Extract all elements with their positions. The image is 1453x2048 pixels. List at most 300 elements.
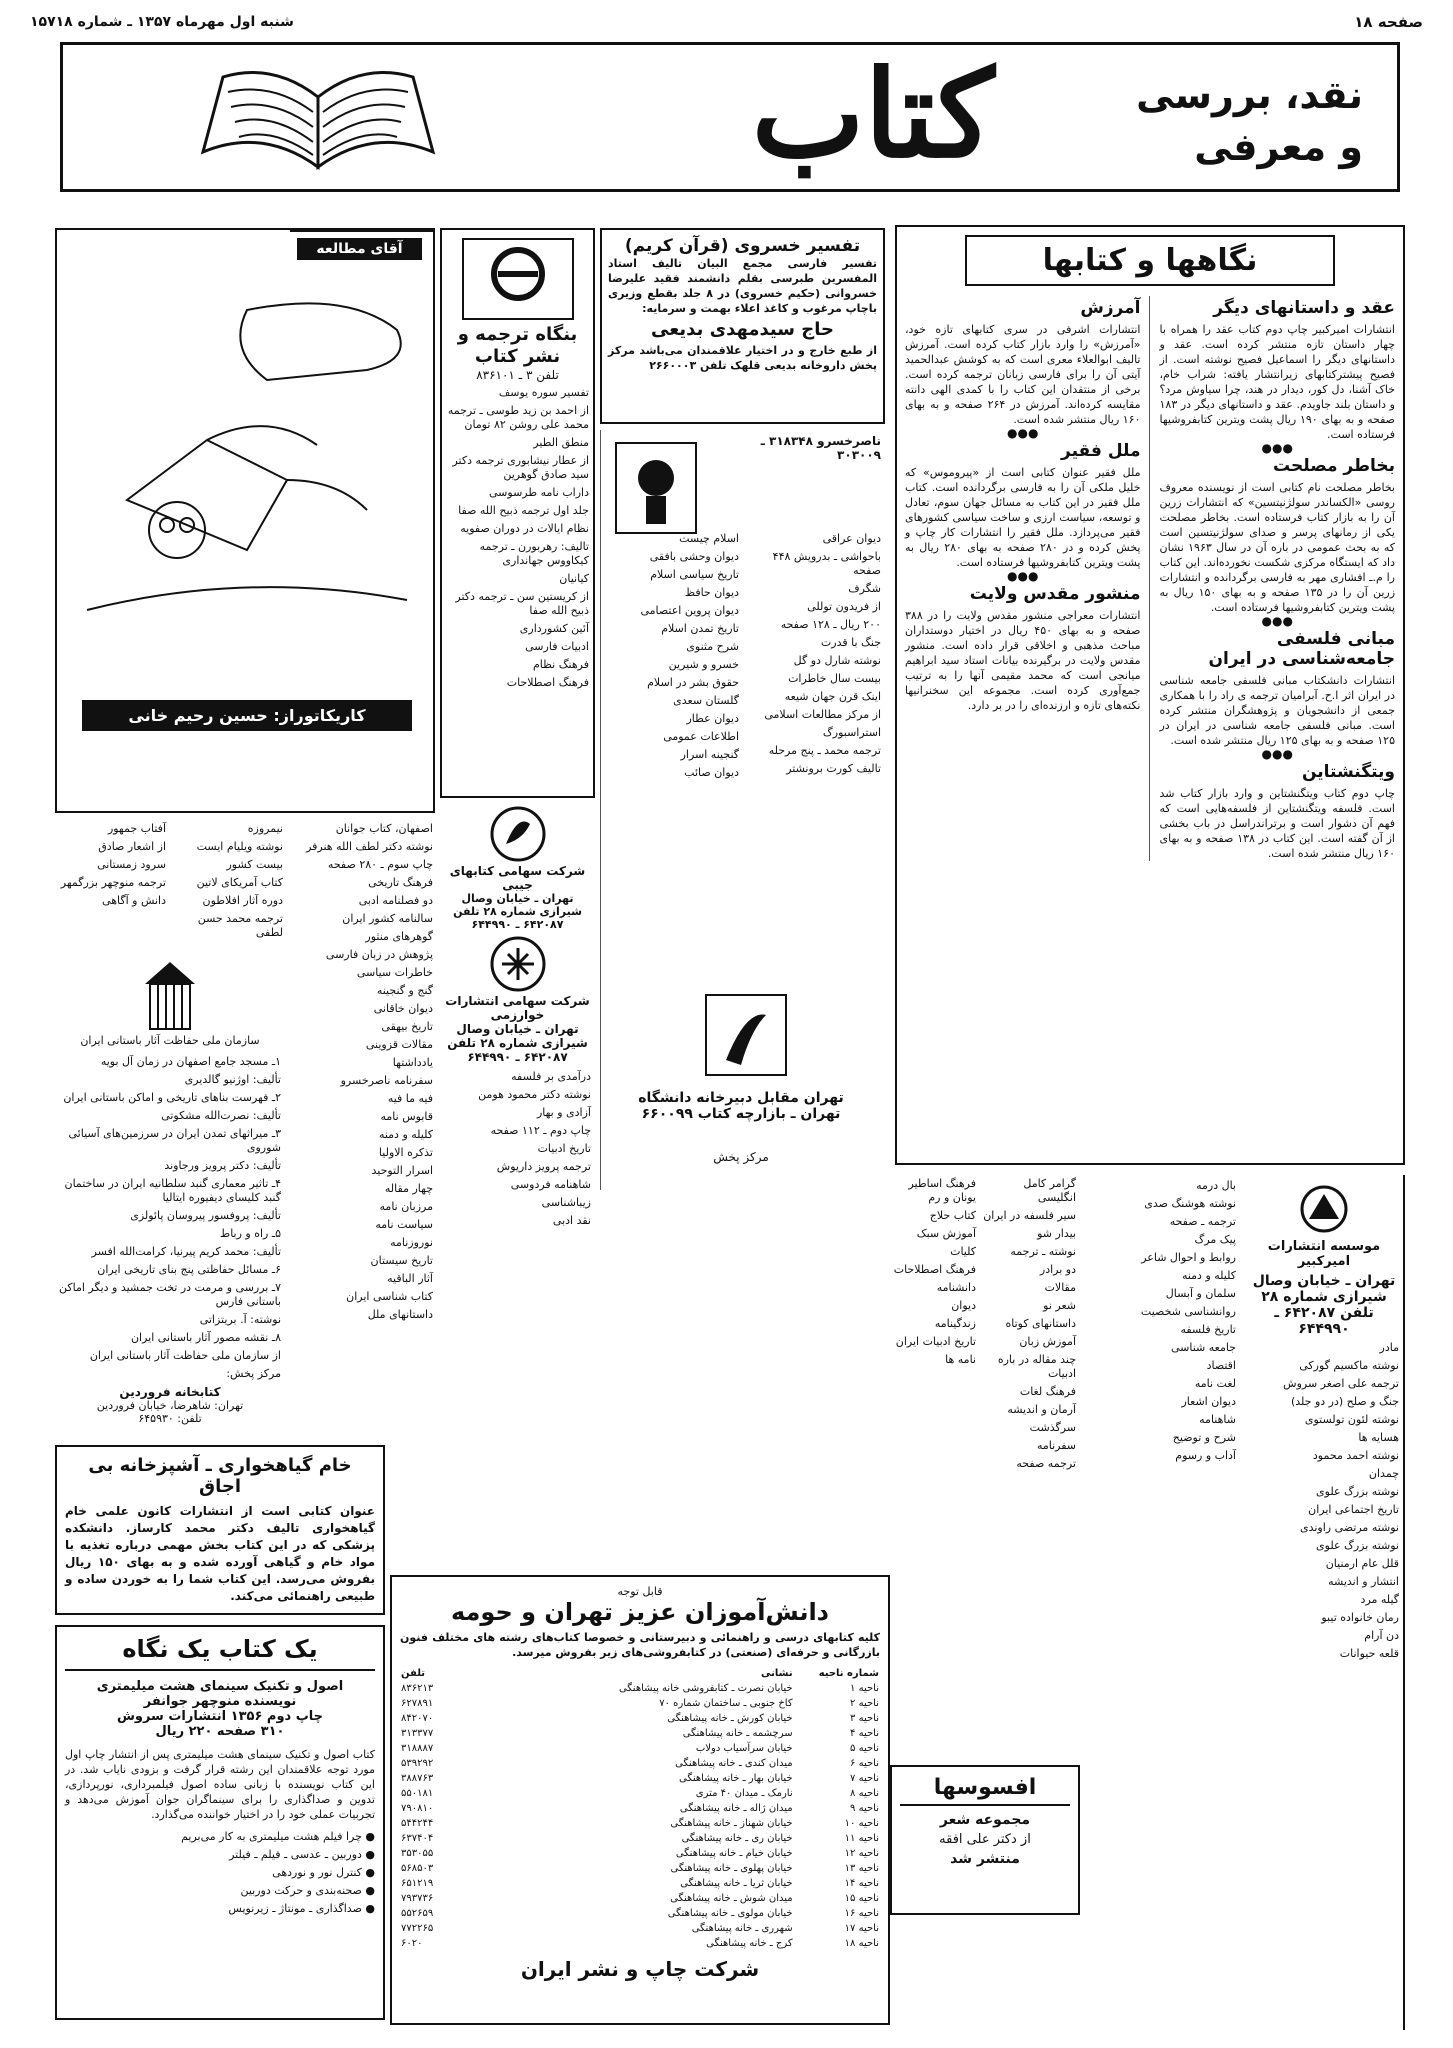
book-entry: هسایه ها — [1358, 1431, 1399, 1444]
article-body: بخاطر مصلحت نام کتابی است از نویسنده معروف روسی «الکساندر سولژنیتسین» که انتشارات زرین آن را به بازار کتاب فرستاده است. بخاطر مصلحت یکی از رمانهای پرسر و صدای سولژنیتسین است که به بحث عمومی در باره آن در سال ۱۹۶۳ نشان داد که ایستگاه مرکزی شکست نخورده‌اند. این کتاب را م.ـ افشاری مهر به فارسی برگردانده و انتشارات زرین آن را در ۱۳۵ صفحه و به بهای ۱۵۰ ریال به پشت ویترین کتابفروشیها فرستاده است. — [1159, 481, 1396, 614]
table-row — [400, 1741, 880, 1756]
afsooha-title: افسوسها — [900, 1775, 1070, 1806]
tehran-footer: شرکت چاپ و نشر ایران — [520, 1957, 760, 1981]
tehran-cell-num: ناحیه ۲ — [850, 1698, 879, 1709]
table-row — [400, 1891, 880, 1906]
book-entry: ۳ـ میراثهای تمدن ایران در سرزمین‌های آسیائی شوروی — [68, 1127, 281, 1154]
book-entry: نوشته ماکسیم گورکی — [1299, 1359, 1399, 1372]
book-entry: از عطار نیشابوری ترجمه دکتر سید صادق گوهرین — [452, 454, 589, 481]
tehran-cell-tel: ۳۵۳۰۵۵ — [401, 1848, 434, 1859]
book-entry: دیوان صائب — [684, 766, 739, 779]
bongah-phone: تلفن ۳ ـ ۸۳۶۱۰۱ — [476, 368, 559, 382]
caricature-caption: کاریکاتوراز: حسین رحیم خانی — [82, 700, 412, 731]
book-entry: ترجمه علی اصغر سروش — [1283, 1377, 1399, 1390]
book-entry: جلد اول ترجمه ذبیح الله صفا — [458, 504, 589, 517]
article-title: بخاطر مصلحت — [1273, 456, 1395, 476]
book-entry: ترجمه محمد ـ پنج مرحله — [768, 744, 881, 757]
tehran-cell-num: ناحیه ۵ — [850, 1743, 879, 1754]
book-entry: دیوان — [951, 1299, 976, 1312]
book-entry: دیوان عطار — [686, 712, 739, 725]
table-row — [400, 1711, 880, 1726]
khaam-title: خام گیاهخواری ـ آشپزخانه بی اجاق — [88, 1455, 352, 1497]
tehran-intro: کلیه کتابهای درسی و راهنمائی و دبیرستانی و خصوصا کتاب‌های رشته های مختلف فنون بازرگانی و حرفه‌ای (صنعتی) در کتابفروشی‌های زیر بفروش میرسد. — [400, 1631, 880, 1659]
book-entry: ۷ـ بررسی و مرمت در تخت جمشید و دیگر اماکن باستانی فارس — [59, 1281, 281, 1308]
article-title: ملل فقیر — [1061, 441, 1141, 461]
tehran-cell-tel: ۶۵۱۲۱۹ — [401, 1878, 434, 1889]
book-entry: داستانهای کوتاه — [1005, 1317, 1076, 1330]
tehran-cell-addr: خیابان ری ـ خانه پیشاهنگی — [681, 1833, 793, 1844]
tehran-cell-tel: ۳۸۸۷۶۳ — [401, 1773, 434, 1784]
page-number: صفحه ۱۸ — [1354, 13, 1423, 31]
book-entry: نوشته بزرگ علوی — [1316, 1539, 1399, 1552]
book-entry: آئین کشورداری — [519, 622, 589, 635]
book-entry: چمدان — [1368, 1467, 1399, 1480]
book-entry: ● صحنه‌بندی و حرکت دوربین — [240, 1884, 375, 1897]
amirkabir-address: تهران ـ خیابان وصال شیرازی شماره ۲۸ تلفن ۶۴۲۰۸۷ ـ ۶۴۴۹۹۰ — [1252, 1273, 1396, 1337]
book-entry: خسرو و شیرین — [668, 658, 739, 671]
book-entry: آزادی و بهار — [536, 1106, 591, 1119]
one-look-price: ۳۱۰ صفحه ۲۲۰ ریال — [155, 1724, 285, 1739]
book-entry: نوروزنامه — [390, 1236, 433, 1249]
book-entry: باحواشی ـ بدرویش ۴۴۸ صفحه — [772, 550, 881, 577]
table-row — [400, 1861, 880, 1876]
book-entry: اینک قرن جهان شیعه — [784, 690, 881, 703]
section-divider: ●●● — [1007, 569, 1039, 583]
column-c-books — [292, 822, 433, 1322]
tehran-cell-num: ناحیه ۱۲ — [844, 1848, 879, 1859]
book-entry: سفرنامه — [1036, 1439, 1076, 1452]
tehran-cell-addr: خیابان کورش ـ خانه پیشاهنگی — [667, 1713, 793, 1724]
book-entry: از کریستین سن ـ ترجمه دکتر ذبیح الله صفا — [455, 590, 589, 617]
book-entry: داستانهای ملل — [367, 1308, 433, 1321]
tehran-cell-addr: شهرری ـ خانه پیشاهنگی — [691, 1923, 793, 1934]
tehran-cell-tel: ۳۱۸۸۸۷ — [401, 1743, 434, 1754]
publisher-emblem-icon — [611, 438, 701, 538]
tafsir-footer: از طبع خارج و در اختیار علاقمندان می‌باشد مرکز پخش داروخانه بدیعی قلهک تلفن ۲۶۶۰۰۰۳ — [608, 344, 877, 372]
farvardin-address: تهران: شاهرضا، خیابان فروردین — [96, 1399, 244, 1412]
section-divider: ●●● — [1007, 426, 1039, 440]
table-row — [400, 1801, 880, 1816]
book-entry: سیاست نامه — [375, 1218, 433, 1231]
book-entry: سالنامه کشور ایران — [342, 912, 433, 925]
section-divider: ●●● — [1261, 614, 1293, 628]
book-entry: فرهنگ تاریخی — [368, 876, 433, 889]
tehran-cell-num: ناحیه ۱۱ — [844, 1833, 879, 1844]
tehran-cell-tel: ۶۲۷۸۹۱ — [401, 1698, 434, 1709]
book-entry: رمان خانواده تیبو — [1321, 1611, 1399, 1624]
book-entry: سلمان و آبسال — [1165, 1287, 1236, 1300]
book-entry: گنج و گنجینه — [376, 984, 433, 997]
book-entry: پیک مرگ — [1194, 1233, 1236, 1246]
book-entry: شرح مثنوی — [686, 640, 739, 653]
book-entry: قلعه حیوانات — [1339, 1647, 1399, 1660]
book-entry: چند مقاله در باره ادبیات — [997, 1353, 1076, 1380]
pen-logo-icon — [701, 990, 791, 1080]
tehran-table — [400, 1666, 880, 1951]
bookstore-column-h — [890, 1175, 978, 1735]
book-entry: گلستان سعدی — [673, 694, 739, 707]
book-entry: مرزبان نامه — [379, 1200, 433, 1213]
column-a-books — [605, 532, 881, 782]
tehran-cell-tel: ۵۵۲۶۵۹ — [401, 1908, 434, 1919]
book-entry: نوشته ویلیام ایست — [196, 840, 283, 853]
article-body: انتشارات معراجی منشور مقدس ولایت را در ۳۸۸ صفحه و به بهای ۴۵۰ ریال در اختیار دوستداران مباحث مذهبی و اخلاقی قرار داده است. منشور مقدس ولایت در برگیرنده بیانات استاد سید ابراهیم میانجی است که محمد مقیمی آنها را به ترتیب جمع‌آوری کرده است. مجموعه این سخنرانیها نکته‌های تازه و ارزنده‌ای را در بر دارد. — [905, 609, 1141, 712]
book-entry: دیوان خاقانی — [373, 1002, 433, 1015]
book-entry: تألیف: دکتر پرویز ورجاوند — [164, 1159, 281, 1172]
book-entry: تاریخ ادبیات ایران — [895, 1335, 976, 1348]
bookstore-column-a — [600, 430, 885, 1190]
book-entry: زیباشناسی — [541, 1196, 591, 1209]
book-entry: ترجمه پرویز داریوش — [496, 1160, 591, 1173]
bongah-title: بنگاه ترجمه و نشر کتاب — [457, 324, 578, 367]
tehran-label: قابل توجه — [617, 1585, 663, 1598]
one-look-body: کتاب اصول و تکنیک سینمای هشت میلیمتری پس از انتشار چاپ اول مورد توجه علاقمندان این رشته قرار گرفت و بزودی نایاب شد. در این کتاب نویسنده با زبانی ساده اصول فیلمبرداری، نورپردازی، تدوین و صداگذاری را برای سینماگران جوان آموزش می‌دهد و تجربیات عملی خود را در اختیار خواننده می‌گذارد. — [65, 1748, 375, 1821]
book-entry: درآمدی بر فلسفه — [511, 1070, 591, 1083]
one-look-title: یک کتاب یک نگاه — [65, 1635, 375, 1671]
tehran-cell-addr: خیابان ثریا ـ خانه پیشاهنگی — [680, 1878, 793, 1889]
tehran-cell-tel: ۵۴۴۲۴۴ — [401, 1818, 434, 1829]
book-entry: نظام ایالات در دوران صفویه — [460, 522, 589, 535]
table-row — [400, 1771, 880, 1786]
tafsir-body: تفسیر فارسی مجمع البیان تالیف استاد المفسرین طبرسی بقلم دانشمند فقید علیرضا خسروانی (حکیم خسروی) در ۸ جلد بقطع وزیری باچاپ مرغوب و کاغذ اعلاء بهمت و سرمایه: — [608, 257, 877, 315]
book-entry: قابوس نامه — [380, 1110, 433, 1123]
tehran-cell-num: ناحیه ۱۷ — [844, 1923, 879, 1934]
book-entry: نیمروزه — [247, 822, 283, 835]
article-body: انتشارات امیرکبیر چاپ دوم کتاب عقد را همراه با چهار داستان تازه منتشر کرده است. عقد و داستانهای دیگر را اسماعیل فصیح نوشته است. از فصیح پیشترکتابهای زیرانتشار یافته: شراب خام، خاک آشنا، دل کور، دیدار در هند، چرا سیاوش مرد؟ و داستان بلند جاویدم. عقد و داستانهای دیگر در ۱۸۳ صفحه و به بهای ۱۹۰ ریال پشت ویترین کتابفروشیها فرستاده است. — [1159, 323, 1395, 441]
table-row — [400, 1846, 880, 1861]
tehran-col-tel: تلفن — [401, 1668, 426, 1679]
book-entry: دو فصلنامه ادبی — [358, 894, 433, 907]
book-entry: انتشار و اندیشه — [1328, 1575, 1399, 1588]
book-entry: زندگینامه — [934, 1317, 976, 1330]
issue-line: شنبه اول مهرماه ۱۳۵۷ ـ شماره ۱۵۷۱۸ — [30, 14, 294, 30]
table-row — [400, 1876, 880, 1891]
tehran-cell-addr: خیابان بهار ـ خانه پیشاهنگی — [678, 1773, 793, 1784]
tehran-col-addr: نشانی — [761, 1668, 793, 1679]
tehran-box — [390, 1575, 890, 2025]
bookstore-column-d — [55, 820, 285, 940]
tehran-cell-tel: ۷۹۳۷۳۶ — [401, 1893, 434, 1904]
book-entry: جنگ و صلح (در دو جلد) — [1290, 1395, 1399, 1408]
tehran-cell-tel: ۷۹۰۸۱۰ — [401, 1803, 434, 1814]
amirkabir-logo-icon — [1284, 1179, 1364, 1239]
table-row — [400, 1696, 880, 1711]
book-entry: خاطرات سیاسی — [356, 966, 433, 979]
tehran-cell-addr: خیابان نصرت ـ کتابفروشی خانه پیشاهنگی — [618, 1683, 793, 1694]
table-row — [400, 1921, 880, 1936]
book-entry: کیانیان — [559, 572, 589, 585]
book-entry: آموزش زبان — [1019, 1335, 1076, 1348]
table-row — [400, 1756, 880, 1771]
tehran-cell-num: ناحیه ۱۰ — [844, 1818, 879, 1829]
tehran-cell-addr: کرج ـ خانه پیشاهنگی — [706, 1938, 793, 1949]
book-entry: فرهنگ لغات — [1019, 1385, 1076, 1398]
caricature-title: آقای مطالعه — [297, 238, 422, 260]
tehran-cell-num: ناحیه ۸ — [850, 1788, 879, 1799]
book-entry: مرکز پخش: — [226, 1367, 281, 1380]
tehran-cell-num: ناحیه ۶ — [850, 1758, 879, 1769]
book-entry: داراب نامه طرسوسی — [489, 486, 589, 499]
book-entry: آرمان و اندیشه — [1007, 1403, 1076, 1416]
book-entry: روانشناسی شخصیت — [1140, 1305, 1236, 1318]
open-book-icon — [193, 57, 443, 182]
book-entry: ۵ـ راه و رباط — [220, 1227, 281, 1240]
article-title: ویتگنشتاین — [1301, 762, 1395, 782]
table-row — [400, 1786, 880, 1801]
book-entry: مادر — [1379, 1341, 1399, 1354]
book-entry: استراسبورگ — [822, 726, 881, 739]
amirkabir-title: موسسه انتشارات امیرکبیر — [1267, 1239, 1381, 1269]
tehran-cell-addr: نارمک ـ میدان ۴۰ متری — [695, 1788, 793, 1799]
book-entry: اسرار التوحید — [371, 1164, 433, 1177]
jibi-title: شرکت سهامی کتابهای جیبی — [449, 864, 586, 892]
book-entry: ترجمه منوچهر بزرگمهر — [60, 876, 166, 889]
book-entry: ۶ـ مسائل حفاظتی پنج بنای تاریخی ایران — [97, 1263, 281, 1276]
farvardin-name: کتابخانه فروردین — [119, 1385, 221, 1399]
book-entry: ترجمه محمد حسن لطفی — [197, 912, 283, 939]
bongah-column — [440, 228, 595, 798]
jibi-section — [440, 800, 595, 931]
book-entry: فرهنگ اساطیر یونان و رم — [908, 1177, 976, 1204]
section-divider: ●●● — [1261, 747, 1293, 761]
tehran-cell-num: ناحیه ۳ — [850, 1713, 879, 1724]
book-entry: تذکره الاولیا — [378, 1146, 433, 1159]
column-a-footer-2: مرکز پخش — [713, 1150, 769, 1164]
caricature — [55, 228, 435, 813]
book-entry: نوشته بزرگ علوی — [1316, 1485, 1399, 1498]
bookstore-column-f — [1080, 1175, 1240, 2030]
cartoon-illustration — [67, 270, 422, 630]
book-entry: بیست کشور — [226, 858, 283, 871]
afsooha-box — [890, 1765, 1080, 1915]
book-entry: سفرنامه ناصرخسرو — [340, 1074, 433, 1087]
tehran-cell-addr: میدان ژاله ـ خانه پیشاهنگی — [679, 1803, 793, 1814]
tehran-cell-num: ناحیه ۱۵ — [844, 1893, 879, 1904]
one-look-box — [55, 1625, 385, 2020]
miras-items — [59, 1055, 281, 1381]
bongah-logo-icon — [458, 234, 578, 324]
review-section — [895, 225, 1405, 1165]
tehran-cell-addr: خیابان شهناز ـ خانه پیشاهنگی — [670, 1818, 793, 1829]
tehran-cell-tel: ۵۶۸۵۰۳ — [401, 1863, 434, 1874]
tehran-cell-addr: خیابان پهلوی ـ خانه پیشاهنگی — [670, 1863, 793, 1874]
book-entry: تألیف: اوژنیو گالدیری — [184, 1073, 281, 1086]
book-entry: نوشته دکتر لطف الله هنرفر — [306, 840, 433, 853]
book-entry: از احمد بن زید طوسی ـ ترجمه محمد علی روشن ۸۲ تومان — [447, 404, 589, 431]
tehran-cell-addr: میدان کندی ـ خانه پیشاهنگی — [675, 1758, 793, 1769]
book-entry: ● چرا فیلم هشت میلیمتری به کار می‌بریم — [181, 1830, 375, 1843]
amirkabir-books — [1249, 1341, 1399, 1661]
article-body: انتشارات اشرفی در سری کتابهای تازه خود، «آمرزش» را وارد بازار کتاب کرده است. آمرزش تالیف ابوالعلاء معری است که به کوشش عبدالحمید آیتی آن را برای فارسی زبانان ترجمه کرده است. برخی از منتقدان این کتاب را با کمدی الهی دانته مقایسه کرده‌اند. آمرزش در ۲۶۴ صفحه و به بهای ۱۶۰ ریال منتشر شده است. — [905, 323, 1141, 426]
article-title: آمرزش — [1080, 298, 1141, 318]
book-entry: اقتصاد — [1206, 1359, 1236, 1372]
book-entry: شگرف — [848, 582, 881, 595]
table-row — [400, 1681, 880, 1696]
book-entry: اطلاعات عمومی — [663, 730, 739, 743]
book-entry: ● دوربین ـ عدسی ـ فیلم ـ فیلتر — [229, 1848, 375, 1861]
table-row — [400, 1936, 880, 1951]
book-entry: گنجینه اسرار — [680, 748, 739, 761]
kharazmi-books — [444, 1070, 591, 1228]
book-entry: تالیف: رهربورن ـ ترجمه کیکاووس جهانداری — [479, 540, 589, 567]
book-entry: از سازمان ملی حفاظت آثار باستانی ایران — [89, 1349, 281, 1362]
afsooha-author: از دکتر علی افقه — [939, 1832, 1031, 1847]
one-look-list — [65, 1830, 375, 1916]
tehran-cell-num: ناحیه ۱۶ — [844, 1908, 879, 1919]
article-title: عقد و داستانهای دیگر — [1213, 298, 1395, 318]
book-entry: دو برادر — [1039, 1263, 1076, 1276]
book-entry: ۱ـ مسجد جامع اصفهان در زمان آل بویه — [100, 1055, 281, 1068]
book-entry: تالیف کورت برونشتر — [786, 762, 881, 775]
book-entry: بال درمه — [1196, 1179, 1236, 1192]
book-entry: سرود زمستانی — [97, 858, 166, 871]
book-entry: اصفهان، کتاب جوانان — [335, 822, 433, 835]
book-entry: گیله مرد — [1360, 1593, 1399, 1606]
book-entry: یادداشتها — [392, 1056, 433, 1069]
book-entry: نوشته دکتر محمود هومن — [478, 1088, 591, 1101]
tehran-cell-addr: خیابان خیام ـ خانه پیشاهنگی — [675, 1848, 793, 1859]
article-body: چاپ دوم کتاب ویتگنشتاین و وارد بازار کتاب شد است. فلسفه ویتگنشتاین از فلسفه‌هایی است که فهم آن دشوار است و برتراندراسل در باب بخشی از آن گفته است. این کتاب در ۱۳۸ صفحه و به بهای ۱۶۰ ریال منتشر شده است. — [1159, 787, 1395, 860]
book-entry: فرهنگ اصطلاحات — [506, 676, 589, 689]
column-f-books — [1084, 1179, 1236, 1463]
book-entry: تاریخ فلسفه — [1180, 1323, 1236, 1336]
one-look-author: نویسنده منوچهر جوانفر — [143, 1694, 297, 1709]
book-entry: چاپ سوم ـ ۲۸۰ صفحه — [327, 858, 433, 871]
book-entry: کلیله و دمنه — [378, 1128, 433, 1141]
tehran-cell-num: ناحیه ۴ — [850, 1728, 879, 1739]
article-title: مبانی فلسفی جامعه‌شناسی در ایران — [1208, 629, 1395, 669]
book-entry: تاریخ ادبیات — [537, 1142, 591, 1155]
tehran-cell-num: ناحیه ۹ — [850, 1803, 879, 1814]
book-entry: لغت نامه — [1194, 1377, 1236, 1390]
kharazmi-section — [440, 930, 595, 1410]
masthead-title: کتاب — [751, 44, 995, 185]
book-entry: بیدار شو — [1037, 1227, 1076, 1240]
table-row — [400, 1831, 880, 1846]
miras-section — [55, 950, 285, 1445]
table-row — [400, 1726, 880, 1741]
book-entry: دوره آثار افلاطون — [202, 894, 283, 907]
tafsir-title: تفسیر خسروی (قرآن کریم) — [624, 236, 861, 256]
afsooha-sub: مجموعه شعر — [939, 1812, 1031, 1828]
tehran-cell-num: ناحیه ۱ — [850, 1683, 879, 1694]
book-entry: از اشعار صادق — [98, 840, 166, 853]
book-entry: چهار مقاله — [384, 1182, 433, 1195]
book-entry: تاریخ بیهقی — [381, 1020, 433, 1033]
tafsir-ad — [600, 228, 885, 424]
book-entry: آثار الباقیه — [387, 1272, 433, 1285]
book-entry: آموزش سبک — [916, 1227, 976, 1240]
book-entry: قلل عام ارمنیان — [1325, 1557, 1399, 1570]
book-entry: شاهنامه فردوسی — [510, 1178, 591, 1191]
jibi-logo-icon — [488, 804, 548, 864]
book-entry: تاریخ سیاسی اسلام — [650, 568, 739, 581]
book-entry: تاریخ اجتماعی ایران — [1308, 1503, 1399, 1516]
miras-org: سازمان ملی حفاظت آثار باستانی ایران — [80, 1034, 260, 1047]
tehran-cell-num: ناحیه ۱۳ — [844, 1863, 879, 1874]
afsooha-status: منتشر شد — [950, 1851, 1020, 1867]
book-entry: تفسیر سوره یوسف — [498, 386, 589, 399]
book-entry: چاپ دوم ـ ۱۱۲ صفحه — [490, 1124, 591, 1137]
bookstore-column-c — [290, 820, 435, 1410]
tehran-cell-addr: خیابان مولوی ـ خانه پیشاهنگی — [667, 1908, 793, 1919]
book-entry: از مرکز مطالعات اسلامی — [764, 708, 881, 721]
book-entry: گوهرهای منثور — [365, 930, 433, 943]
book-entry: دیوان اشعار — [1181, 1395, 1236, 1408]
book-entry: تاریخ سیستان — [370, 1254, 433, 1267]
book-entry: منطق الطیر — [533, 436, 589, 449]
book-entry: روابط و احوال شاعر — [1141, 1251, 1236, 1264]
tehran-cell-addr: خیابان سرآسیاب دولاب — [695, 1743, 793, 1754]
book-entry: شعر نو — [1043, 1299, 1076, 1312]
one-look-book: اصول و تکنیک سینمای هشت میلیمتری — [96, 1679, 344, 1694]
miras-emblem-icon — [130, 954, 210, 1034]
book-entry: سرگذشت — [1029, 1421, 1076, 1434]
tehran-cell-num: ناحیه ۱۸ — [844, 1938, 879, 1949]
book-entry: دیوان وحشی بافقی — [649, 550, 739, 563]
book-entry: کلیله و دمنه — [1181, 1269, 1236, 1282]
book-entry: بیست سال خاطرات — [788, 672, 881, 685]
tehran-cell-addr: میدان شوش ـ خانه پیشاهنگی — [670, 1893, 793, 1904]
tehran-cell-tel: ۵۵۰۱۸۱ — [401, 1788, 434, 1799]
book-entry: حقوق بشر در اسلام — [647, 676, 739, 689]
khaam-body: عنوان کتابی است از انتشارات کانون علمی خام گیاهخواری تالیف دکتر محمد کارساز. دانشکده پزشکی که در این کتاب بخش مهمی درباره تغذیه با مواد خام و گیاهی آورده شده و به بهای ۱۵۰ ریال بفروش می‌رسد. این کتاب شما را به خوردن ساده و طبیعی راهنمائی می‌کند. — [65, 1504, 375, 1603]
tehran-title: دانش‌آموزان عزیز تهران و حومه — [451, 1598, 829, 1626]
table-row — [400, 1906, 880, 1921]
book-entry: نوشته لئون تولستوی — [1304, 1413, 1399, 1426]
tehran-cell-num: ناحیه ۷ — [850, 1773, 879, 1784]
tehran-cell-tel: ۶۳۷۴۰۴ — [401, 1833, 434, 1844]
kharazmi-title: شرکت سهامی انتشارات خوارزمی — [445, 994, 590, 1022]
tehran-cell-tel: ۵۳۹۲۹۲ — [401, 1758, 434, 1769]
book-entry: شاهنامه — [1199, 1413, 1236, 1426]
book-entry: دیوان حافظ — [684, 586, 739, 599]
book-entry: ● کنترل نور و نوردهی — [272, 1866, 375, 1879]
book-entry: شرح و توضیح — [1172, 1431, 1236, 1444]
book-entry: دیوان پروین اعتصامی — [640, 604, 739, 617]
book-entry: مقالات قزوینی — [365, 1038, 433, 1051]
book-entry: تاریخ تمدن اسلام — [661, 622, 739, 635]
review-title: نگاهها و کتابها — [965, 235, 1335, 286]
book-entry: ۸ـ نقشه مصور آثار باستانی ایران — [130, 1331, 281, 1344]
tehran-cell-tel: ۸۴۲۰۷۰ — [401, 1713, 434, 1724]
book-entry: ترجمه ـ صفحه — [1169, 1215, 1236, 1228]
book-entry: نوشته: آ. بریتزاتی — [199, 1313, 281, 1326]
book-entry: نوشته مرتضی راوندی — [1299, 1521, 1399, 1534]
kharazmi-address: تهران ـ خیابان وصال شیرازی شماره ۲۸ تلفن ۶۴۲۰۸۷ ـ ۶۴۴۹۹۰ — [447, 1022, 588, 1064]
book-entry: نوشته شارل دو گل — [793, 654, 881, 667]
book-entry: ادبیات فارسی — [525, 640, 589, 653]
column-h-books — [892, 1177, 976, 1367]
book-entry: فیه ما فیه — [387, 1092, 433, 1105]
masthead-subtitle-2: و معرفی — [1194, 125, 1363, 169]
book-entry: کلیات — [950, 1245, 976, 1258]
book-entry: سیر فلسفه در ایران — [983, 1209, 1076, 1222]
book-entry: مقالات — [1044, 1281, 1076, 1294]
book-entry: تألیف: پروفسور پیروسان پائولزی — [130, 1209, 281, 1222]
kharazmi-logo-icon — [488, 934, 548, 994]
tehran-cell-addr: کاخ جنوبی ـ ساختمان شماره ۷۰ — [659, 1698, 793, 1709]
book-entry: ● صداگذاری ـ مونتاژ ـ زیرنویس — [228, 1902, 375, 1915]
book-entry: کتاب حلاج — [929, 1209, 976, 1222]
amirkabir-section — [1245, 1175, 1405, 2030]
book-entry: دانشنامه — [936, 1281, 976, 1294]
one-look-edition: چاپ دوم ۱۳۵۶ انتشارات سروش — [116, 1709, 324, 1724]
article-title: منشور مقدس ولایت — [969, 584, 1141, 604]
book-entry: ۲ـ فهرست بناهای تاریخی و اماکن باستانی ایران — [63, 1091, 281, 1104]
book-entry: جامعه شناسی — [1170, 1341, 1236, 1354]
table-row — [400, 1816, 880, 1831]
